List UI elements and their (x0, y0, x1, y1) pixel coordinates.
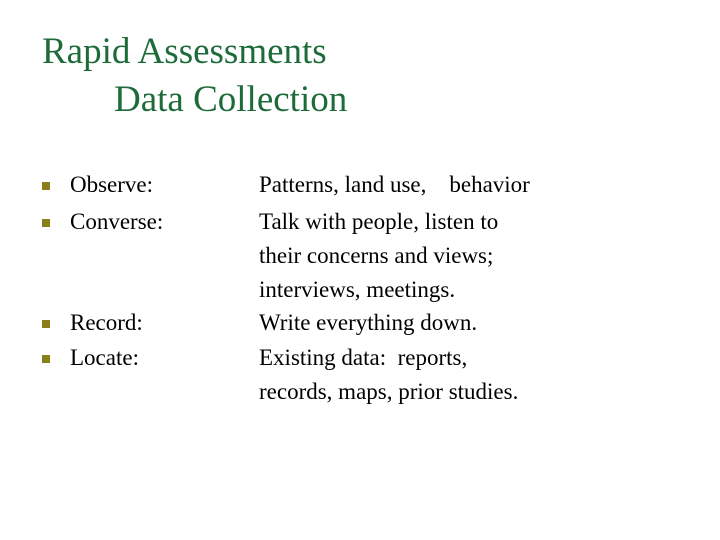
square-bullet-icon (42, 182, 50, 190)
square-bullet-icon (42, 320, 50, 328)
square-bullet-icon (42, 355, 50, 363)
description-line: Existing data: reports, (259, 345, 468, 370)
bullet-term: Converse: (70, 209, 164, 234)
bullet-term: Locate: (70, 345, 139, 370)
description-line: their concerns and views; (259, 243, 494, 268)
bullet-description (259, 341, 589, 409)
description-line: Patterns, land use, behavior (259, 172, 530, 197)
bullet-description (259, 168, 589, 202)
bullet-description (259, 205, 589, 307)
bullet-term: Record: (70, 310, 143, 335)
square-bullet-icon (42, 219, 50, 227)
bullet-description (259, 306, 589, 340)
slide-title-line-1: Rapid Assessments (42, 31, 327, 72)
description-line: Write everything down. (259, 310, 478, 335)
slide-title-line-2: Data Collection (114, 79, 348, 120)
description-line: Talk with people, listen to (259, 209, 499, 234)
description-line: interviews, meetings. (259, 277, 456, 302)
bullet-term: Observe: (70, 172, 154, 197)
description-line: records, maps, prior studies. (259, 379, 519, 404)
